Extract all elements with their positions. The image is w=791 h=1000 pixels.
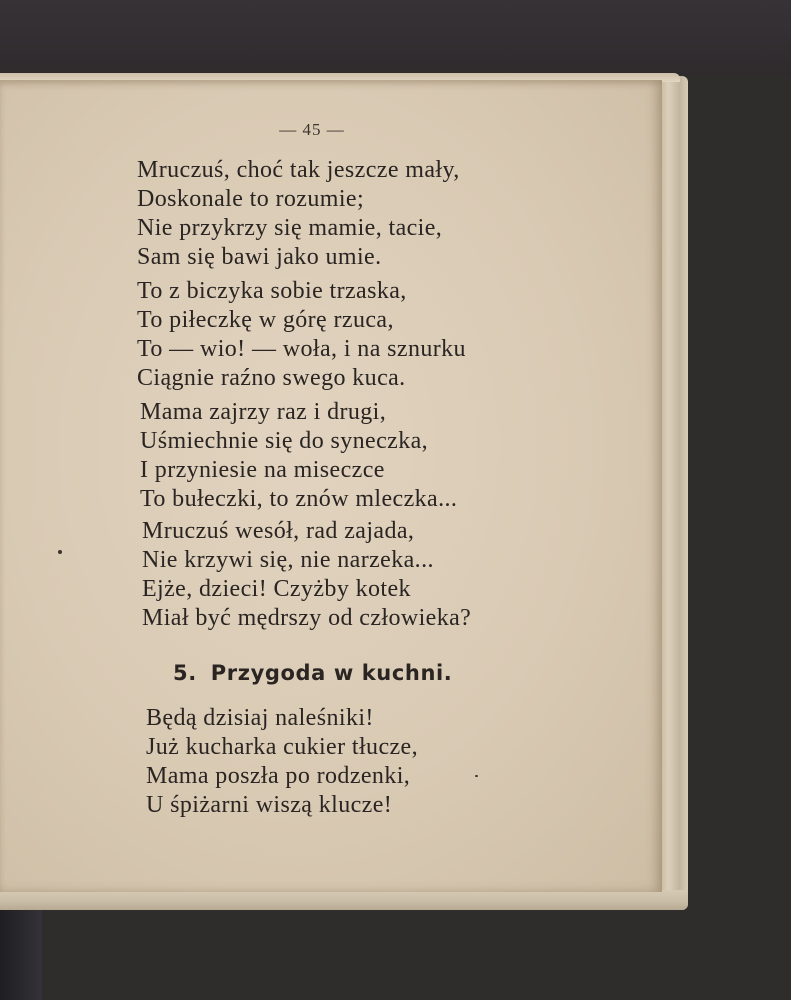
verse-line: Nie krzywi się, nie narzeka...	[142, 547, 434, 573]
stanza-4	[142, 517, 471, 633]
verse-line: Uśmiechnie się do syneczka,	[140, 428, 429, 454]
stanza-1	[137, 156, 460, 272]
verse-line: Mruczuś, choć tak jeszcze mały,	[137, 157, 460, 183]
verse-line: Mama zajrzy raz i drugi,	[140, 399, 387, 425]
verse-line: To — wio! — woła, i na sznurku	[137, 336, 466, 362]
background-top	[0, 0, 791, 75]
stanza-2	[137, 277, 466, 393]
section-heading	[173, 661, 452, 685]
stanza-3	[140, 398, 457, 514]
verse-line: To bułeczki, to znów mleczka...	[140, 486, 458, 512]
book-page	[0, 80, 662, 892]
verse-line: Ciągnie raźno swego kuca.	[137, 365, 406, 391]
section-title: Przygoda w kuchni.	[210, 661, 453, 685]
verse-line: Miał być mędrszy od człowieka?	[142, 605, 472, 631]
verse-line: To z biczyka sobie trzaska,	[137, 278, 407, 304]
verse-line: Mama poszła po rodzenki,	[146, 763, 411, 789]
verse-line: Będą dzisiaj naleśniki!	[146, 705, 374, 731]
verse-line: Sam się bawi jako umie.	[137, 244, 382, 270]
stanza-5	[146, 704, 418, 820]
page-content	[0, 80, 662, 892]
verse-line: I przyniesie na miseczce	[140, 457, 385, 483]
verse-line: Nie przykrzy się mamie, tacie,	[137, 215, 443, 241]
verse-line: To piłeczkę w górę rzuca,	[137, 307, 394, 333]
section-number: 5.	[173, 661, 197, 685]
verse-line: Ejże, dzieci! Czyżby kotek	[142, 576, 411, 602]
verse-line: Doskonale to rozumie;	[137, 186, 365, 212]
paper-speck	[475, 775, 478, 777]
verse-line: Mruczuś wesół, rad zajada,	[142, 518, 415, 544]
verse-line: U śpiżarni wiszą klucze!	[146, 792, 393, 818]
page-number: — 45 —	[279, 120, 345, 139]
verse-line: Już kucharka cukier tłucze,	[146, 734, 418, 760]
page-bottom-edge	[0, 890, 688, 910]
paper-speck	[58, 550, 62, 554]
